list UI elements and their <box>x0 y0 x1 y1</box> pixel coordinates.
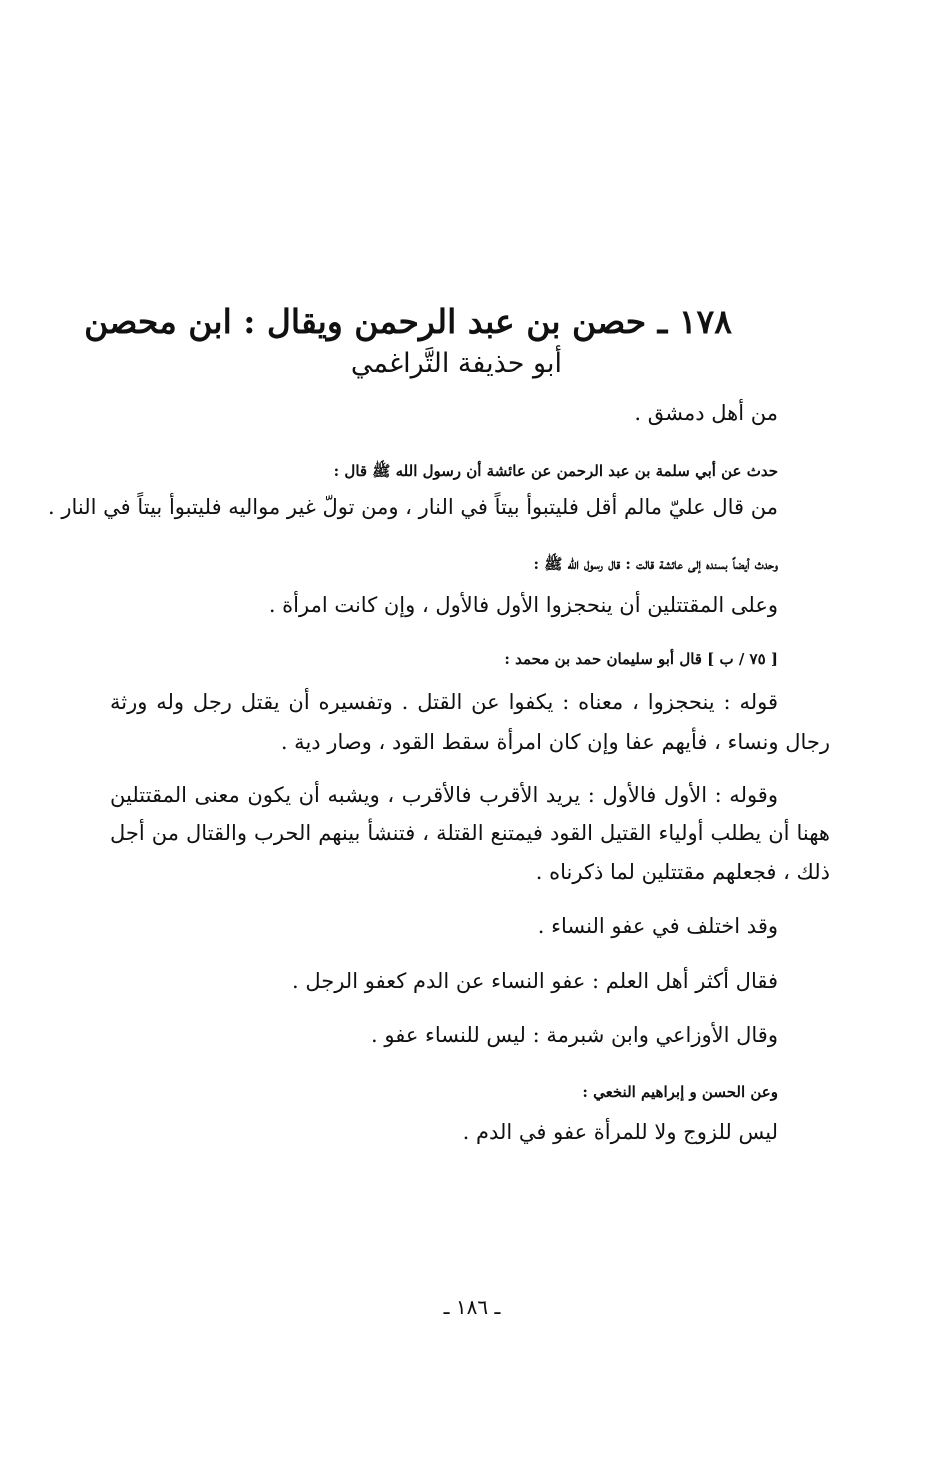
origin-line: من أهل دمشق . <box>634 401 778 425</box>
commentary-para-2-line-3: ذلك ، فجعلهم مقتتلين لما ذكرناه . <box>535 860 830 884</box>
commentary-para-6: ليس للزوج ولا للمرأة عفو في الدم . <box>462 1120 778 1144</box>
isnad-line-1: حدث عن أبي سلمة بن عبد الرحمن عن عائشة أن رسول الله ﷺ قال : <box>333 462 778 480</box>
isnad-line-2: وحدث أيضاً بسنده إلى عائشة قالت : قال رسول الله ﷺ : <box>533 555 778 573</box>
entry-heading: ١٧٨ ـ حصن بن عبد الرحمن ويقال : ابن محصن <box>84 302 732 341</box>
commentary-para-1-line-2: رجال ونساء ، فأيهم عفا وإن كان امرأة سقط القود ، وصار دية . <box>280 730 830 754</box>
commentary-para-4: فقال أكثر أهل العلم : عفو النساء عن الدم كعفو الرجل . <box>291 969 778 993</box>
commentary-para-1-line-1: قوله : ينحجزوا ، معناه : يكفوا عن القتل . وتفسيره أن يقتل رجل وله ورثة <box>110 690 778 714</box>
hadith-text-1: من قال عليّ مالم أقل فليتبوأ بيتاً في النار ، ومن تولّ غير مواليه فليتبوأ بيتاً في النار . <box>48 495 778 519</box>
page-number: ـ ١٨٦ ـ <box>443 1295 501 1319</box>
hadith-text-2: وعلى المقتتلين أن ينحجزوا الأول فالأول ، وإن كانت امرأة . <box>268 593 778 617</box>
commentary-para-2-line-2: ههنا أن يطلب أولياء القتيل القود فيمتنع القتلة ، فتنشأ بينهم الحرب والقتال من أجل <box>110 821 830 845</box>
commentary-intro: [ ٧٥ / ب ] قال أبو سليمان حمد بن محمد : <box>504 650 778 668</box>
commentary-para-5: وقال الأوزاعي وابن شبرمة : ليس للنساء عفو . <box>371 1023 778 1047</box>
isnad-line-3: وعن الحسن و إبراهيم النخعي : <box>582 1083 778 1101</box>
commentary-para-2-line-1: وقوله : الأول فالأول : يريد الأقرب فالأقرب ، ويشبه أن يكون معنى المقتتلين <box>110 783 778 807</box>
entry-kunya: أبو حذيفة التَّراغمي <box>350 348 562 379</box>
commentary-para-3: وقد اختلف في عفو النساء . <box>537 914 778 938</box>
